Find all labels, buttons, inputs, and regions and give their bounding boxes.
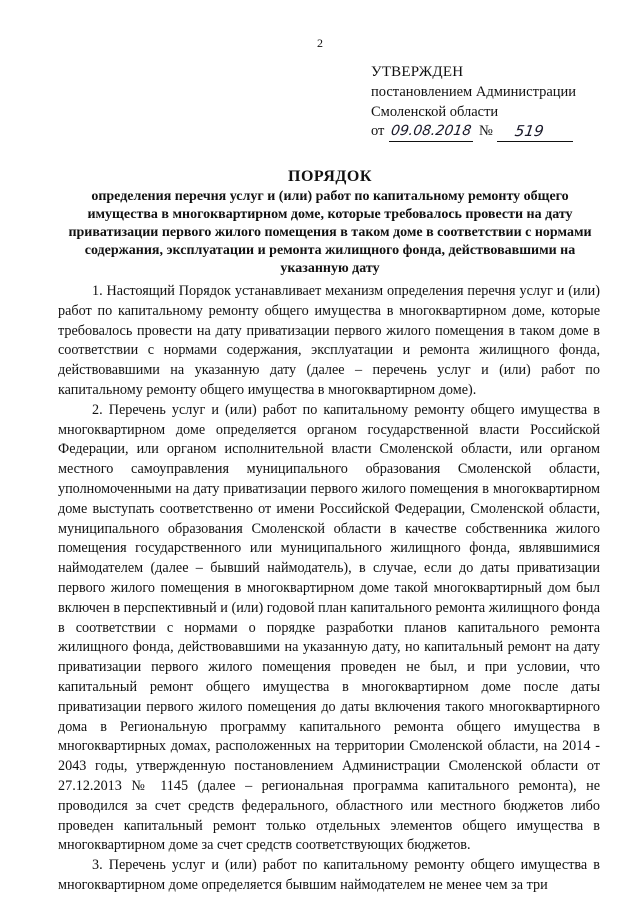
approval-block (371, 62, 621, 144)
page-number: 2 (317, 36, 323, 50)
handwritten-number: 519 (513, 122, 545, 140)
approval-title: УТВЕРЖДЕН (371, 64, 464, 80)
document-body (58, 282, 600, 896)
date-underline (389, 141, 473, 142)
number-prefix: № (479, 123, 493, 139)
approval-line-2: Смоленской области (371, 104, 499, 120)
paragraph-3: 3. Перечень услуг и (или) работ по капитальному ремонту общего имущества в многоквартирном доме определяется бывшим наймодателем не менее чем за три (58, 857, 600, 893)
paragraph-1: 1. Настоящий Порядок устанавливает механизм определения перечня услуг и (или) работ по капитальному ремонту общего имущества в многоквартирном доме, которые требовалось провести на дату приватизации первого жилого помещения в таком доме в соответствии с нормами содержания, эксплуатации и ремонта жилищного фонда, действовавшими на указанную дату (далее – перечень услуг и (или) работ по капитальному ремонту общего имущества в многоквартирном доме). (58, 283, 600, 398)
number-underline (497, 141, 573, 142)
document-title: ПОРЯДОК (288, 168, 372, 185)
document-subtitle: определения перечня услуг и (или) работ по капитальному ремонту общего имущества в многоквартирном доме, которые требовалось провести на дату приватизации первого жилого помещения в таком доме в соответствии с нормами содержания, эксплуатации и ремонта жилищного фонда, действовавшими на указанную дату (68, 189, 592, 276)
handwritten-date: 09.08.2018 (389, 123, 473, 139)
approval-line-1: постановлением Администрации (371, 84, 577, 100)
approval-date-number-line (371, 122, 621, 144)
paragraph-2: 2. Перечень услуг и (или) работ по капитальному ремонту общего имущества в многоквартирном доме определяется органом государственной власти Российской Федерации, или органом исполнительной власти Смоленской области, или органом местного самоуправления муниципального образования Смоленской области, уполномоченными на дату приватизации первого жилого помещения в многоквартирном доме выступать соответственно от имени Российской Федерации, Смоленской области, муниципального образования Смоленской области в качестве собственника жилого помещения государственного или муниципального жилищного фонда, являвшимися наймодателем (далее – бывший наймодатель), в случае, если до даты приватизации первого жилого помещения в многоквартирном доме такой многоквартирный дом был включен в перспективный и (или) годовой план капитального ремонта жилищного фонда в соответствии с нормами о порядке разработки планов капитального ремонта жилищного фонда, действовавшими на указанную дату, но капитальный ремонт на дату приватизации первого жилого помещения проведен не был, и при условии, что капитальный ремонт общего имущества в многоквартирном доме после даты приватизации первого жилого помещения до даты включения такого многоквартирного дома в Региональную программу капитального ремонта общего имущества в многоквартирных домах, расположенных на территории Смоленской области, на 2014 - 2043 годы, утвержденную постановлением Администрации Смоленской области от 27.12.2013 № 1145 (далее – региональная программа капитального ремонта), не проводился за счет средств федерального, областного или местного бюджетов либо проведен капитальный ремонт только отдельных элементов общего имущества в многоквартирном доме за счет средств соответствующих бюджетов. (58, 401, 600, 854)
date-prefix: от (371, 123, 385, 139)
